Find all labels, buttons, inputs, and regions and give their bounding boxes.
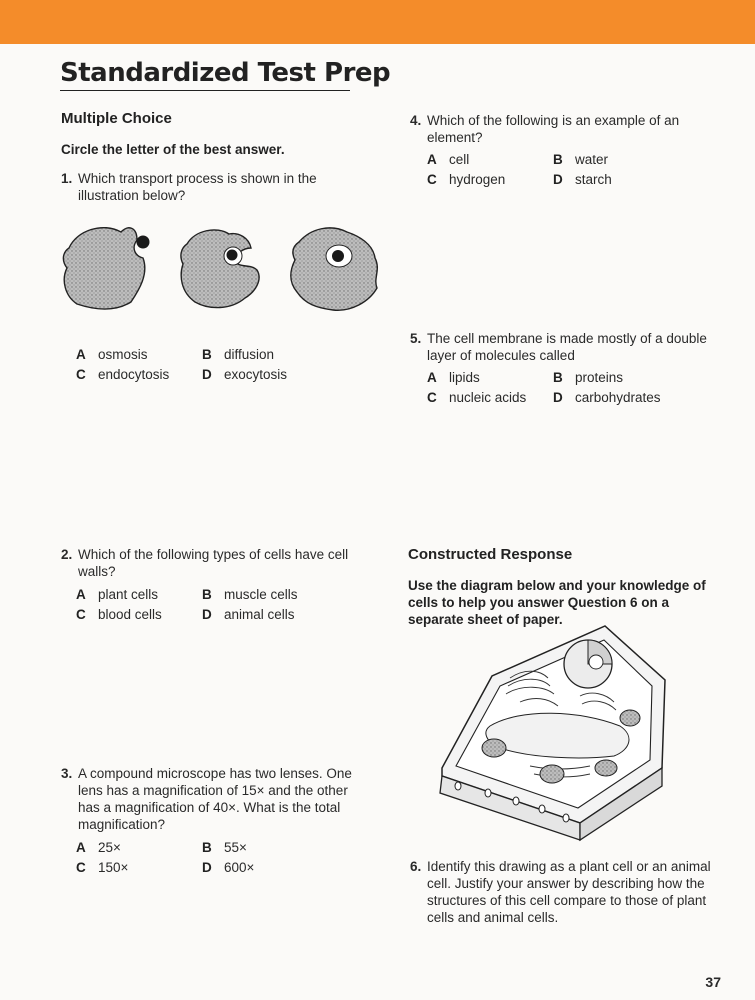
- option-d[interactable]: D 600×: [202, 860, 255, 875]
- cell-stage-2: [181, 230, 259, 308]
- page-number: 37: [705, 974, 721, 990]
- option-d[interactable]: D starch: [553, 172, 612, 187]
- question-3-options: [76, 838, 356, 882]
- option-a[interactable]: A 25×: [76, 840, 121, 855]
- option-a[interactable]: A cell: [427, 152, 470, 167]
- question-text: The cell membrane is made mostly of a double layer of molecules called: [427, 331, 707, 363]
- multiple-choice-heading: Multiple Choice: [61, 110, 172, 127]
- page-title: Standardized Test Prep: [60, 58, 350, 91]
- question-number: 3.: [61, 766, 73, 781]
- cell-stage-3: [291, 228, 378, 310]
- option-c[interactable]: C hydrogen: [427, 172, 506, 187]
- option-d[interactable]: D animal cells: [202, 607, 295, 622]
- particle-icon: [137, 236, 150, 249]
- option-c[interactable]: C nucleic acids: [427, 390, 527, 405]
- question-number: 5.: [410, 331, 422, 346]
- option-c[interactable]: C blood cells: [76, 607, 162, 622]
- question-5: [410, 330, 720, 364]
- question-text: Which of the following is an example of an element?: [427, 113, 680, 145]
- question-6: [410, 858, 720, 926]
- particle-icon: [227, 250, 238, 261]
- question-3: [61, 765, 365, 833]
- option-d[interactable]: D exocytosis: [202, 367, 288, 382]
- plant-cell-diagram: [430, 618, 680, 843]
- question-number: 6.: [410, 859, 422, 874]
- question-2-options: [76, 585, 356, 629]
- multiple-choice-instruction: Circle the letter of the best answer.: [61, 142, 285, 157]
- question-1: [61, 170, 351, 204]
- cell-stage-1: [63, 228, 149, 309]
- particle-icon: [332, 250, 344, 262]
- option-b[interactable]: B water: [553, 152, 609, 167]
- question-number: 1.: [61, 171, 73, 186]
- option-c[interactable]: C 150×: [76, 860, 129, 875]
- option-b[interactable]: B diffusion: [202, 347, 275, 362]
- option-a[interactable]: A plant cells: [76, 587, 159, 602]
- option-a[interactable]: A lipids: [427, 370, 480, 385]
- option-a[interactable]: A osmosis: [76, 347, 148, 362]
- question-4-options: [427, 150, 697, 194]
- question-4: [410, 112, 705, 146]
- question-text: Identify this drawing as a plant cell or an animal cell. Justify your answer by describing how the structures of this cell compare to those of plant cells and animal cells.: [427, 859, 711, 925]
- option-b[interactable]: B 55×: [202, 840, 247, 855]
- orange-header-bar: [0, 0, 755, 44]
- question-text: Which transport process is shown in the illustration below?: [78, 171, 317, 203]
- question-2: [61, 546, 361, 580]
- option-d[interactable]: D carbohydrates: [553, 390, 661, 405]
- question-text: Which of the following types of cells have cell walls?: [78, 547, 349, 579]
- option-c[interactable]: C endocytosis: [76, 367, 170, 382]
- question-5-options: [427, 368, 707, 412]
- option-b[interactable]: B muscle cells: [202, 587, 298, 602]
- constructed-response-heading: Constructed Response: [408, 546, 573, 563]
- option-b[interactable]: B proteins: [553, 370, 624, 385]
- endocytosis-illustration: [55, 218, 385, 318]
- question-1-options: [76, 345, 356, 389]
- question-text: A compound microscope has two lenses. One lens has a magnification of 15× and the other has a magnification of 40×. What is the total magnification?: [78, 766, 352, 832]
- question-number: 2.: [61, 547, 73, 562]
- constructed-response-instruction: Use the diagram below and your knowledge of cells to help you answer Question 6 on a separate sheet of paper.: [408, 578, 706, 627]
- question-number: 4.: [410, 113, 422, 128]
